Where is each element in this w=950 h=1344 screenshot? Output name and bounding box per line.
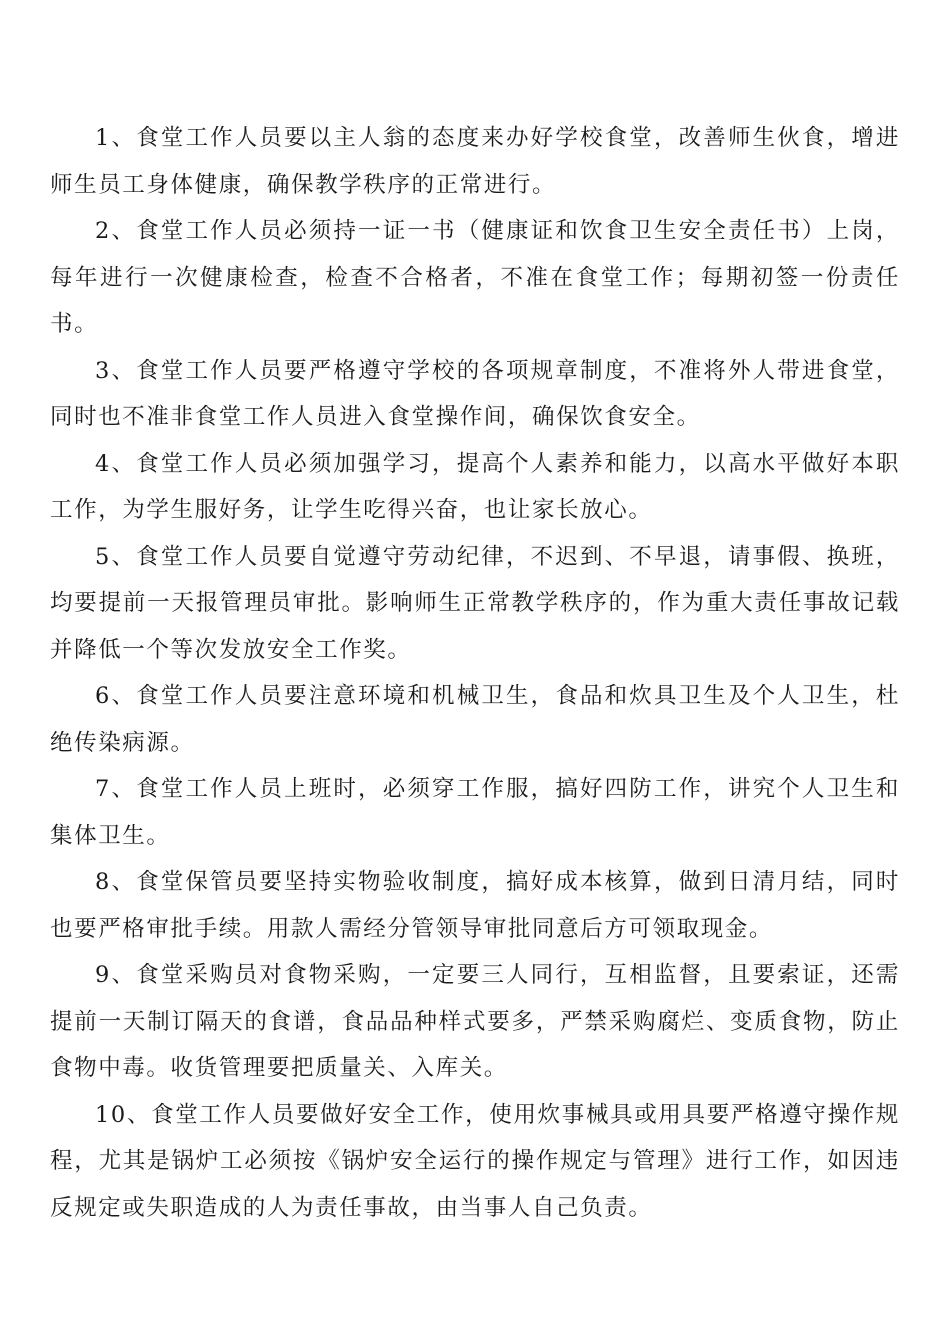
paragraph-1: 1、食堂工作人员要以主人翁的态度来办好学校食堂，改善师生伙食，增进师生员工身体健康，确保教学秩序的正常进行。 — [50, 125, 900, 198]
paragraph-6: 6、食堂工作人员要注意环境和机械卫生，食品和炊具卫生及个人卫生，杜绝传染病源。 — [50, 683, 900, 756]
paragraph-7: 7、食堂工作人员上班时，必须穿工作服，搞好四防工作，讲究个人卫生和集体卫生。 — [50, 776, 900, 849]
paragraph-5: 5、食堂工作人员要自觉遵守劳动纪律，不迟到、不早退，请事假、换班，均要提前一天报管理员审批。影响师生正常教学秩序的，作为重大责任事故记载并降低一个等次发放安全工作奖。 — [50, 543, 900, 663]
paragraph-9: 9、食堂采购员对食物采购，一定要三人同行，互相监督，且要索证，还需提前一天制订隔天的食谱，食品品种样式要多，严禁采购腐烂、变质食物，防止食物中毒。收货管理要把质量关、入库关。 — [50, 962, 900, 1081]
paragraph-8: 8、食堂保管员要坚持实物验收制度，搞好成本核算，做到日清月结，同时也要严格审批手续。用款人需经分管领导审批同意后方可领取现金。 — [50, 869, 900, 942]
paragraph-2: 2、食堂工作人员必须持一证一书（健康证和饮食卫生安全责任书）上岗，每年进行一次健康检查，检查不合格者，不准在食堂工作；每期初签一份责任书。 — [50, 218, 900, 337]
paragraph-3: 3、食堂工作人员要严格遵守学校的各项规章制度，不准将外人带进食堂，同时也不准非食堂工作人员进入食堂操作间，确保饮食安全。 — [50, 357, 900, 430]
paragraph-10: 10、食堂工作人员要做好安全工作，使用炊事械具或用具要严格遵守操作规程，尤其是锅炉工必须按《锅炉安全运行的操作规定与管理》进行工作，如因违反规定或失职造成的人为责任事故，由当事人自己负责。 — [50, 1101, 900, 1221]
paragraph-4: 4、食堂工作人员必须加强学习，提高个人素养和能力，以高水平做好本职工作，为学生服好务，让学生吃得兴奋，也让家长放心。 — [50, 450, 900, 523]
document-body — [50, 115, 900, 1231]
